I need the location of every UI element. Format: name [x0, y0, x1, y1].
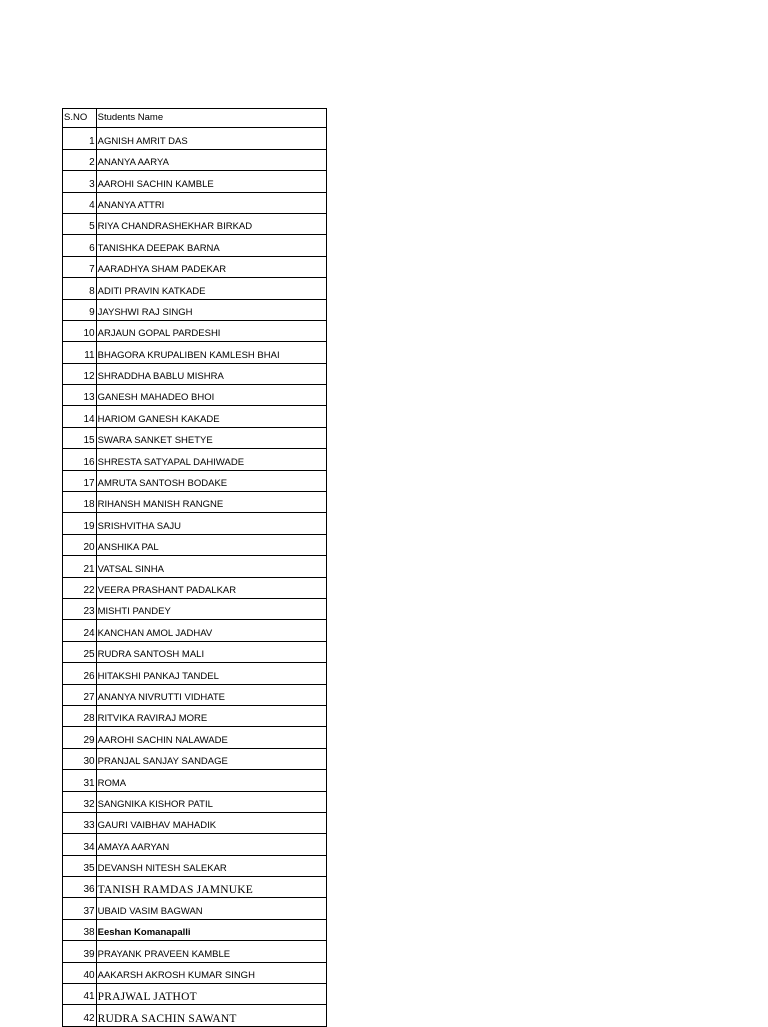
table-row [63, 834, 327, 855]
row-student-name: RIYA CHANDRASHEKHAR BIRKAD [96, 213, 326, 234]
table-row [63, 149, 327, 170]
row-sno: 33 [63, 812, 97, 833]
table-row [63, 705, 327, 726]
table-row [63, 385, 327, 406]
row-sno: 39 [63, 941, 97, 962]
row-student-name: ADITI PRAVIN KATKADE [96, 278, 326, 299]
row-sno: 11 [63, 342, 97, 363]
row-sno: 34 [63, 834, 97, 855]
students-table [62, 108, 327, 1027]
row-sno: 21 [63, 556, 97, 577]
row-sno: 13 [63, 385, 97, 406]
row-sno: 35 [63, 855, 97, 876]
row-sno: 8 [63, 278, 97, 299]
row-sno: 40 [63, 962, 97, 983]
row-student-name: RITVIKA RAVIRAJ MORE [96, 705, 326, 726]
row-sno: 7 [63, 256, 97, 277]
row-sno: 26 [63, 663, 97, 684]
table-row [63, 770, 327, 791]
row-student-name: HARIOM GANESH KAKADE [96, 406, 326, 427]
row-sno: 1 [63, 128, 97, 149]
row-student-name: AAROHI SACHIN KAMBLE [96, 171, 326, 192]
row-student-name: AAKARSH AKROSH KUMAR SINGH [96, 962, 326, 983]
row-student-name: RUDRA SANTOSH MALI [96, 641, 326, 662]
table-row [63, 256, 327, 277]
row-student-name: PRANJAL SANJAY SANDAGE [96, 748, 326, 769]
row-sno: 27 [63, 684, 97, 705]
table-row [63, 363, 327, 384]
row-student-name: DEVANSH NITESH SALEKAR [96, 855, 326, 876]
table-row [63, 791, 327, 812]
row-sno: 32 [63, 791, 97, 812]
row-student-name: RUDRA SACHIN SAWANT [96, 1005, 326, 1026]
row-sno: 16 [63, 449, 97, 470]
row-sno: 30 [63, 748, 97, 769]
row-student-name: BHAGORA KRUPALIBEN KAMLESH BHAI [96, 342, 326, 363]
table-row [63, 877, 327, 898]
row-student-name: GAURI VAIBHAV MAHADIK [96, 812, 326, 833]
row-student-name: PRAJWAL JATHOT [96, 984, 326, 1005]
table-header-row [63, 109, 327, 128]
row-student-name: SHRADDHA BABLU MISHRA [96, 363, 326, 384]
table-row [63, 427, 327, 448]
table-row [63, 748, 327, 769]
table-row [63, 299, 327, 320]
table-row [63, 641, 327, 662]
row-sno: 36 [63, 877, 97, 898]
row-student-name: ANANYA NIVRUTTI VIDHATE [96, 684, 326, 705]
table-row [63, 598, 327, 619]
row-student-name: SRISHVITHA SAJU [96, 513, 326, 534]
row-sno: 31 [63, 770, 97, 791]
row-student-name: HITAKSHI PANKAJ TANDEL [96, 663, 326, 684]
row-student-name: VATSAL SINHA [96, 556, 326, 577]
row-student-name: AMAYA AARYAN [96, 834, 326, 855]
table-row [63, 534, 327, 555]
row-sno: 9 [63, 299, 97, 320]
table-row [63, 213, 327, 234]
table-row [63, 1005, 327, 1026]
row-student-name: AAROHI SACHIN NALAWADE [96, 727, 326, 748]
table-row [63, 320, 327, 341]
row-sno: 29 [63, 727, 97, 748]
row-student-name: PRAYANK PRAVEEN KAMBLE [96, 941, 326, 962]
row-student-name: VEERA PRASHANT PADALKAR [96, 577, 326, 598]
header-students-name: Students Name [96, 109, 326, 128]
table-row [63, 235, 327, 256]
table-row [63, 556, 327, 577]
row-student-name: ANSHIKA PAL [96, 534, 326, 555]
table-row [63, 449, 327, 470]
table-row [63, 620, 327, 641]
table-row [63, 278, 327, 299]
row-sno: 24 [63, 620, 97, 641]
row-sno: 15 [63, 427, 97, 448]
row-student-name: AMRUTA SANTOSH BODAKE [96, 470, 326, 491]
row-sno: 23 [63, 598, 97, 619]
row-student-name: TANISH RAMDAS JAMNUKE [96, 877, 326, 898]
row-student-name: ANANYA ATTRI [96, 192, 326, 213]
row-student-name: UBAID VASIM BAGWAN [96, 898, 326, 919]
row-student-name: ANANYA AARYA [96, 149, 326, 170]
row-sno: 38 [63, 919, 97, 940]
row-sno: 37 [63, 898, 97, 919]
row-sno: 12 [63, 363, 97, 384]
table-row [63, 663, 327, 684]
table-row [63, 192, 327, 213]
row-student-name: AGNISH AMRIT DAS [96, 128, 326, 149]
row-student-name: ARJAUN GOPAL PARDESHI [96, 320, 326, 341]
row-sno: 14 [63, 406, 97, 427]
row-sno: 19 [63, 513, 97, 534]
row-student-name: KANCHAN AMOL JADHAV [96, 620, 326, 641]
row-sno: 20 [63, 534, 97, 555]
row-student-name: SHRESTA SATYAPAL DAHIWADE [96, 449, 326, 470]
table-row [63, 984, 327, 1005]
table-row [63, 898, 327, 919]
table-row [63, 962, 327, 983]
row-sno: 4 [63, 192, 97, 213]
table-row [63, 812, 327, 833]
row-sno: 3 [63, 171, 97, 192]
row-student-name: TANISHKA DEEPAK BARNA [96, 235, 326, 256]
row-sno: 2 [63, 149, 97, 170]
table-row [63, 406, 327, 427]
table-row [63, 855, 327, 876]
table-row [63, 513, 327, 534]
row-student-name: GANESH MAHADEO BHOI [96, 385, 326, 406]
row-sno: 41 [63, 984, 97, 1005]
row-student-name: JAYSHWI RAJ SINGH [96, 299, 326, 320]
row-sno: 22 [63, 577, 97, 598]
row-sno: 42 [63, 1005, 97, 1026]
row-sno: 25 [63, 641, 97, 662]
table-row [63, 470, 327, 491]
row-sno: 10 [63, 320, 97, 341]
table-row [63, 342, 327, 363]
table-row [63, 684, 327, 705]
table-row [63, 577, 327, 598]
row-sno: 6 [63, 235, 97, 256]
table-row [63, 171, 327, 192]
row-student-name: SWARA SANKET SHETYE [96, 427, 326, 448]
row-student-name: SANGNIKA KISHOR PATIL [96, 791, 326, 812]
table-row [63, 919, 327, 940]
table-body [63, 109, 327, 1027]
row-student-name: AARADHYA SHAM PADEKAR [96, 256, 326, 277]
table-row [63, 128, 327, 149]
row-student-name: MISHTI PANDEY [96, 598, 326, 619]
row-sno: 28 [63, 705, 97, 726]
table-row [63, 492, 327, 513]
row-sno: 18 [63, 492, 97, 513]
row-student-name: ROMA [96, 770, 326, 791]
table-row [63, 727, 327, 748]
header-sno: S.NO [63, 109, 97, 128]
table-row [63, 941, 327, 962]
row-student-name: RIHANSH MANISH RANGNE [96, 492, 326, 513]
row-sno: 17 [63, 470, 97, 491]
row-student-name: Eeshan Komanapalli [96, 919, 326, 940]
row-sno: 5 [63, 213, 97, 234]
